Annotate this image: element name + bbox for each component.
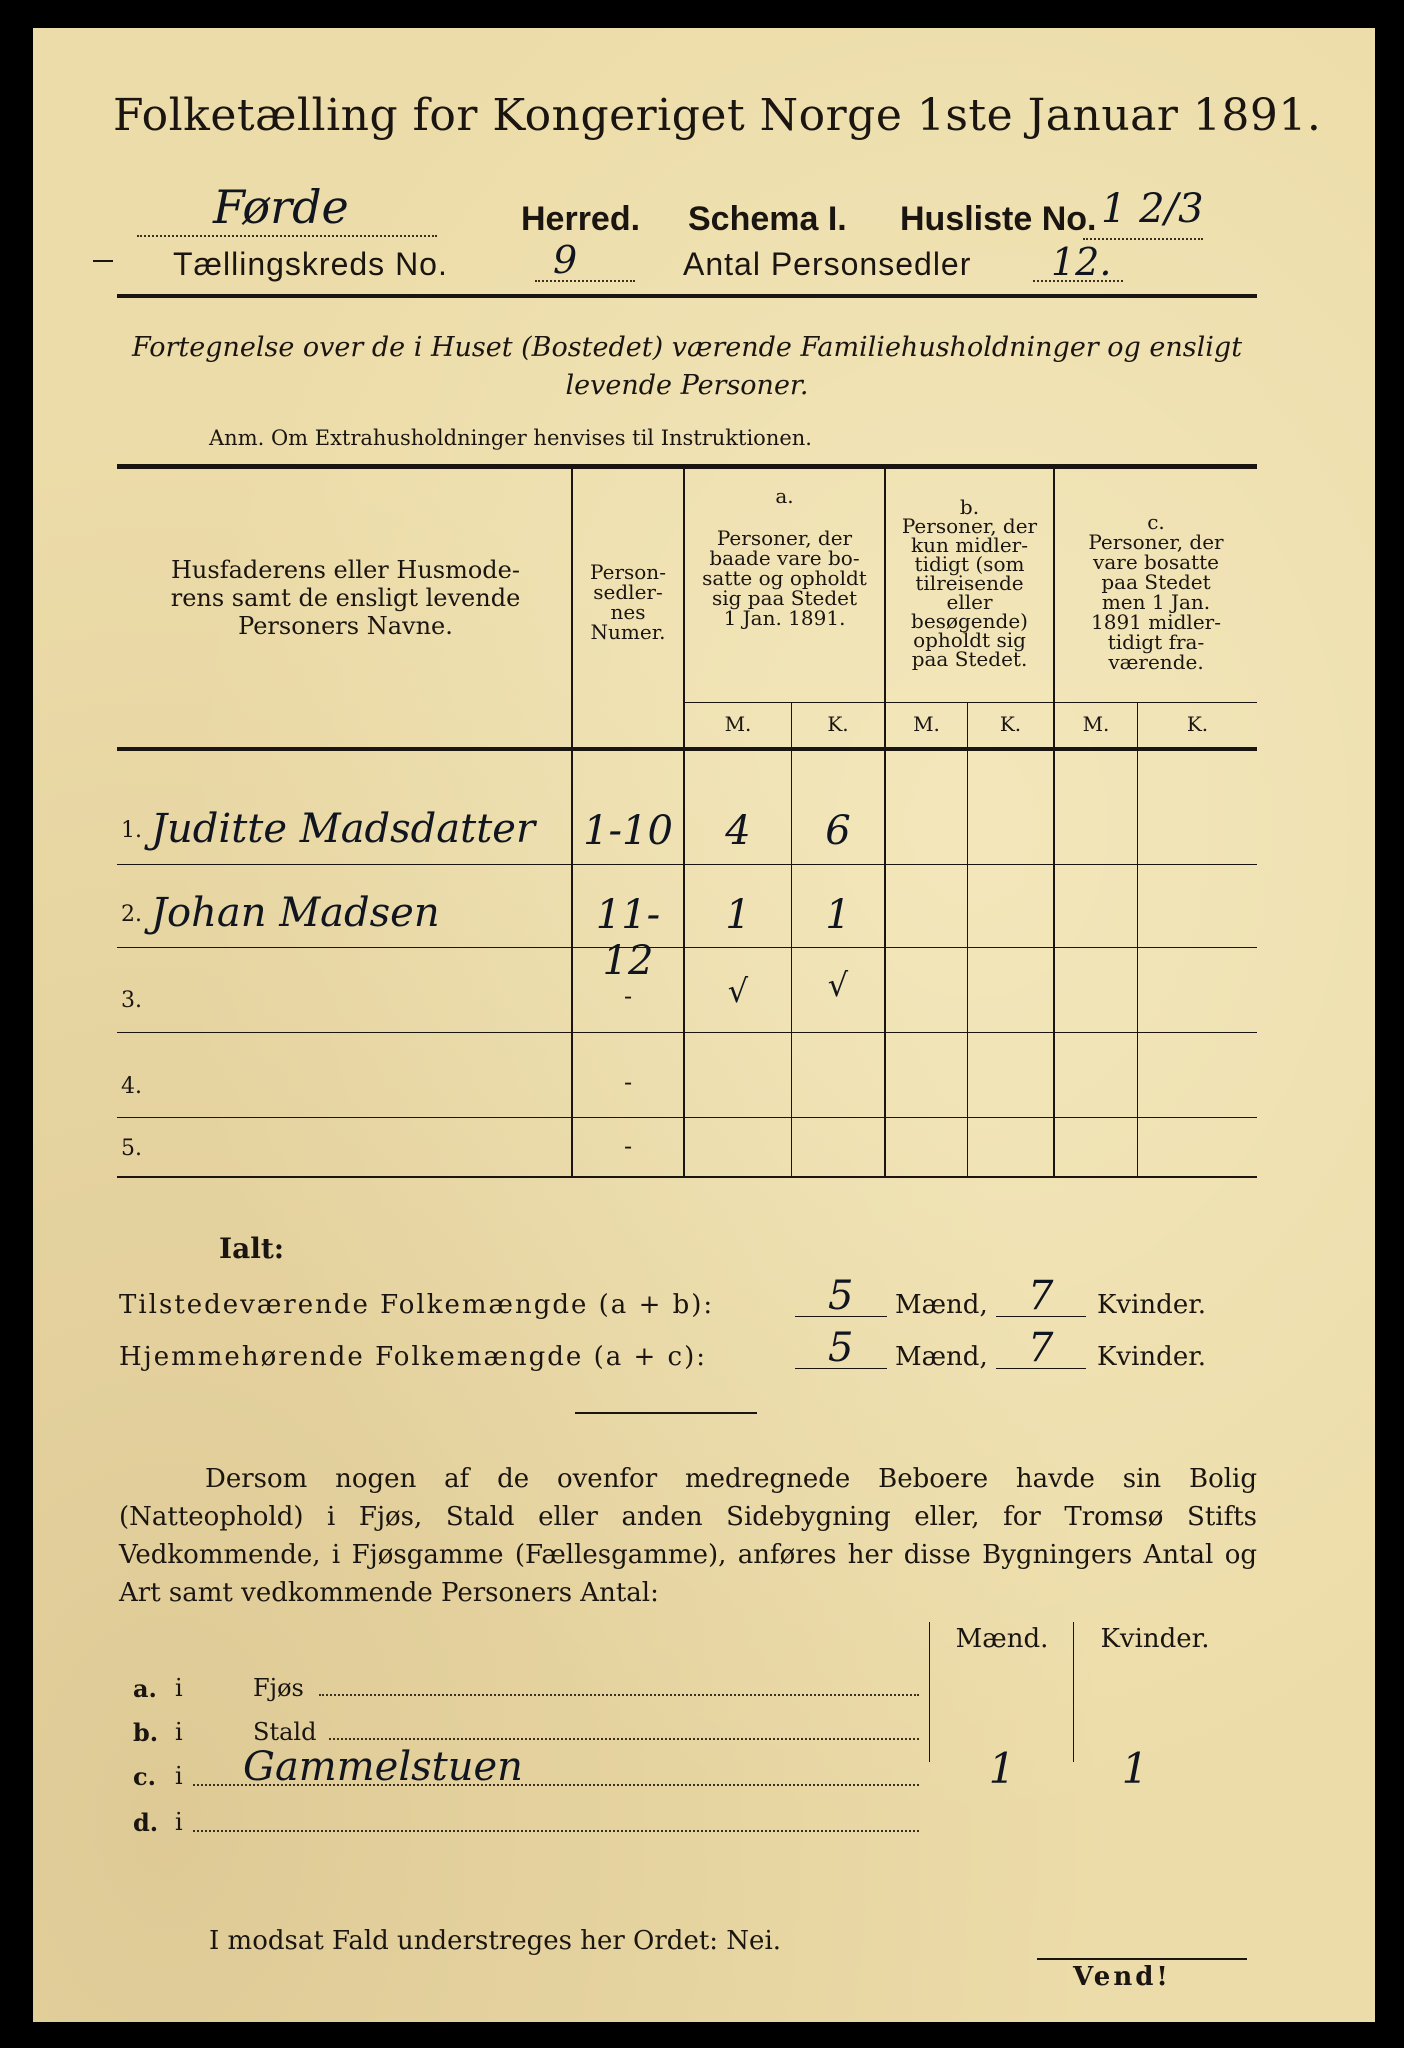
margin-dash [93,260,113,262]
row-number-5: 5. [121,1136,142,1161]
col-a-header: a. Personer, der baade vare bo- satte og opholdt sig paa Stedet 1 Jan. 1891. [702,484,867,630]
row-a-m-2: 1 [725,892,751,938]
form-title: Folketælling for Kongeriget Norge 1ste Januar 1891. [113,90,1322,141]
intro-line-2: levende Personer. [565,370,809,401]
dwelling-item-c-handwritten: Gammelstuen [243,1744,523,1790]
dwelling-item-b-label: Stald [253,1718,317,1746]
row-sedler-2: 11-12 [595,892,661,984]
dwelling-kvinder-header: Kvinder. [1100,1624,1210,1654]
row-number-2: 2. [121,902,142,927]
dwelling-item-c-kvinder: 1 [1121,1744,1149,1793]
antal-label: Antal Personsedler [683,246,972,282]
col-name-header: Husfaderens eller Husmode- rens samt de ensligt levende Personers Navne. [170,556,521,640]
dwelling-item-a-letter: a. [133,1674,157,1703]
row-number-3: 3. [121,988,142,1013]
col-num-header: Person- sedler- nes Numer. [590,560,666,644]
row-sedler-5: - [623,1132,633,1160]
dwelling-item-d-prefix: i [175,1808,183,1836]
dwelling-item-b-field [329,1728,919,1740]
totals-line1-kvinder-label: Kvinder. [1097,1290,1207,1320]
husliste-label: Husliste No. [900,200,1097,238]
header-rule [117,294,1257,298]
dwelling-item-a-field [319,1684,919,1696]
schema-label: Schema I. [688,200,847,238]
dwelling-item-b-prefix: i [175,1718,183,1746]
totals-line2-maend: 5 [828,1325,854,1371]
ialt-label: Ialt: [219,1232,285,1265]
totals-line2-kvinder-label: Kvinder. [1097,1342,1207,1372]
dwelling-item-a-label: Fjøs [253,1674,304,1702]
row-sedler-1: 1-10 [583,808,673,854]
kreds-label: Tællingskreds No. [173,246,448,282]
totals-line1-maend-label: Mænd, [895,1290,988,1320]
totals-line1-kvinder: 7 [1028,1273,1054,1319]
dwelling-item-c-prefix: i [175,1762,183,1790]
row-divider-4 [117,1117,1257,1118]
row-a-k-1: 6 [825,808,851,854]
totals-line2-label: Hjemmehørende Folkemængde (a + c): [119,1342,707,1372]
col-c-m-label: M. [1082,712,1110,736]
totals-line2-kvinder: 7 [1028,1325,1054,1371]
section-separator [575,1412,757,1414]
col-a-mk-divider [791,702,792,1178]
col-a-m-label: M. [724,712,752,736]
kreds-handwritten: 9 [553,238,578,282]
row-divider-2 [117,947,1257,948]
totals-line1-label: Tilstedeværende Folkemængde (a + b): [119,1290,715,1320]
table-header-rule [117,747,1257,751]
row-a-m-1: 4 [725,808,751,854]
row-a-m-3: √ [727,972,749,1010]
herred-label: Herred. [521,200,641,238]
table-top-rule [117,464,1257,469]
mk-rule [685,702,1257,703]
col-b-k-label: K. [999,712,1022,736]
census-form-sheet [33,28,1375,2022]
row-number-1: 1. [121,818,142,843]
dwelling-item-b-letter: b. [133,1718,159,1747]
row-a-k-3: √ [827,966,849,1004]
vend-label: Vend! [1073,1962,1171,1992]
footer-note: I modsat Fald understreges her Ordet: Nei. [209,1926,782,1956]
antal-handwritten: 12. [1051,240,1112,284]
col-b-mk-divider [967,702,968,1178]
dwelling-item-d-field [193,1820,919,1832]
col-a-k-label: K. [827,712,849,736]
col-b-m-label: M. [913,712,940,736]
dwelling-item-c-letter: c. [133,1762,156,1791]
dwelling-divider-2 [1073,1622,1074,1762]
row-name-1: Juditte Madsdatter [151,806,536,852]
row-sedler-3: - [623,982,633,1010]
totals-line2-maend-label: Mænd, [895,1342,988,1372]
dwelling-divider-1 [929,1622,930,1762]
col-b-header: b. Personer, der kun midler- tidigt (som tilreisende eller besøgende) opholdt sig paa Stedet. [901,495,1038,671]
herred-handwritten: Førde [213,180,349,234]
row-a-k-2: 1 [825,892,851,938]
dwelling-maend-header: Mænd. [955,1624,1049,1654]
row-number-4: 4. [121,1074,142,1099]
table-bottom-rule [117,1176,1257,1178]
anm-note: Anm. Om Extrahusholdninger henvises til Instruktionen. [209,426,812,450]
vend-rule [1037,1958,1247,1960]
row-divider-3 [117,1032,1257,1033]
husliste-handwritten: 1 2/3 [1101,186,1204,232]
totals-line1-maend: 5 [828,1273,854,1319]
dwelling-item-c-maend: 1 [988,1744,1016,1793]
row-sedler-4: - [623,1068,633,1096]
kreds-field [535,260,635,282]
col-c-k-label: K. [1186,712,1209,736]
intro-line-1: Fortegnelse over de i Huset (Bostedet) værende Familiehusholdninger og ensligt [131,332,1243,363]
col-c-mk-divider [1137,702,1138,1178]
dwelling-paragraph: Dersom nogen af de ovenfor medregnede Beboere havde sin Bolig (Natteophold) i Fjøs, Stald eller anden Sidebygning eller, for Tromsø Stifts Vedkommende, i Fjøsgamme (Fællesgamme), anføres her disse Bygningers Antal og Art samt vedkommende Personers Antal: [119,1464,1257,1608]
row-divider-1 [117,864,1257,865]
dwelling-item-d-letter: d. [133,1808,159,1837]
col-c-header: c. Personer, der vare bosatte paa Stedet men 1 Jan. 1891 midler- tidigt fra- værende. [1088,510,1224,674]
dwelling-item-a-prefix: i [175,1674,183,1702]
row-name-2: Johan Madsen [151,890,440,936]
